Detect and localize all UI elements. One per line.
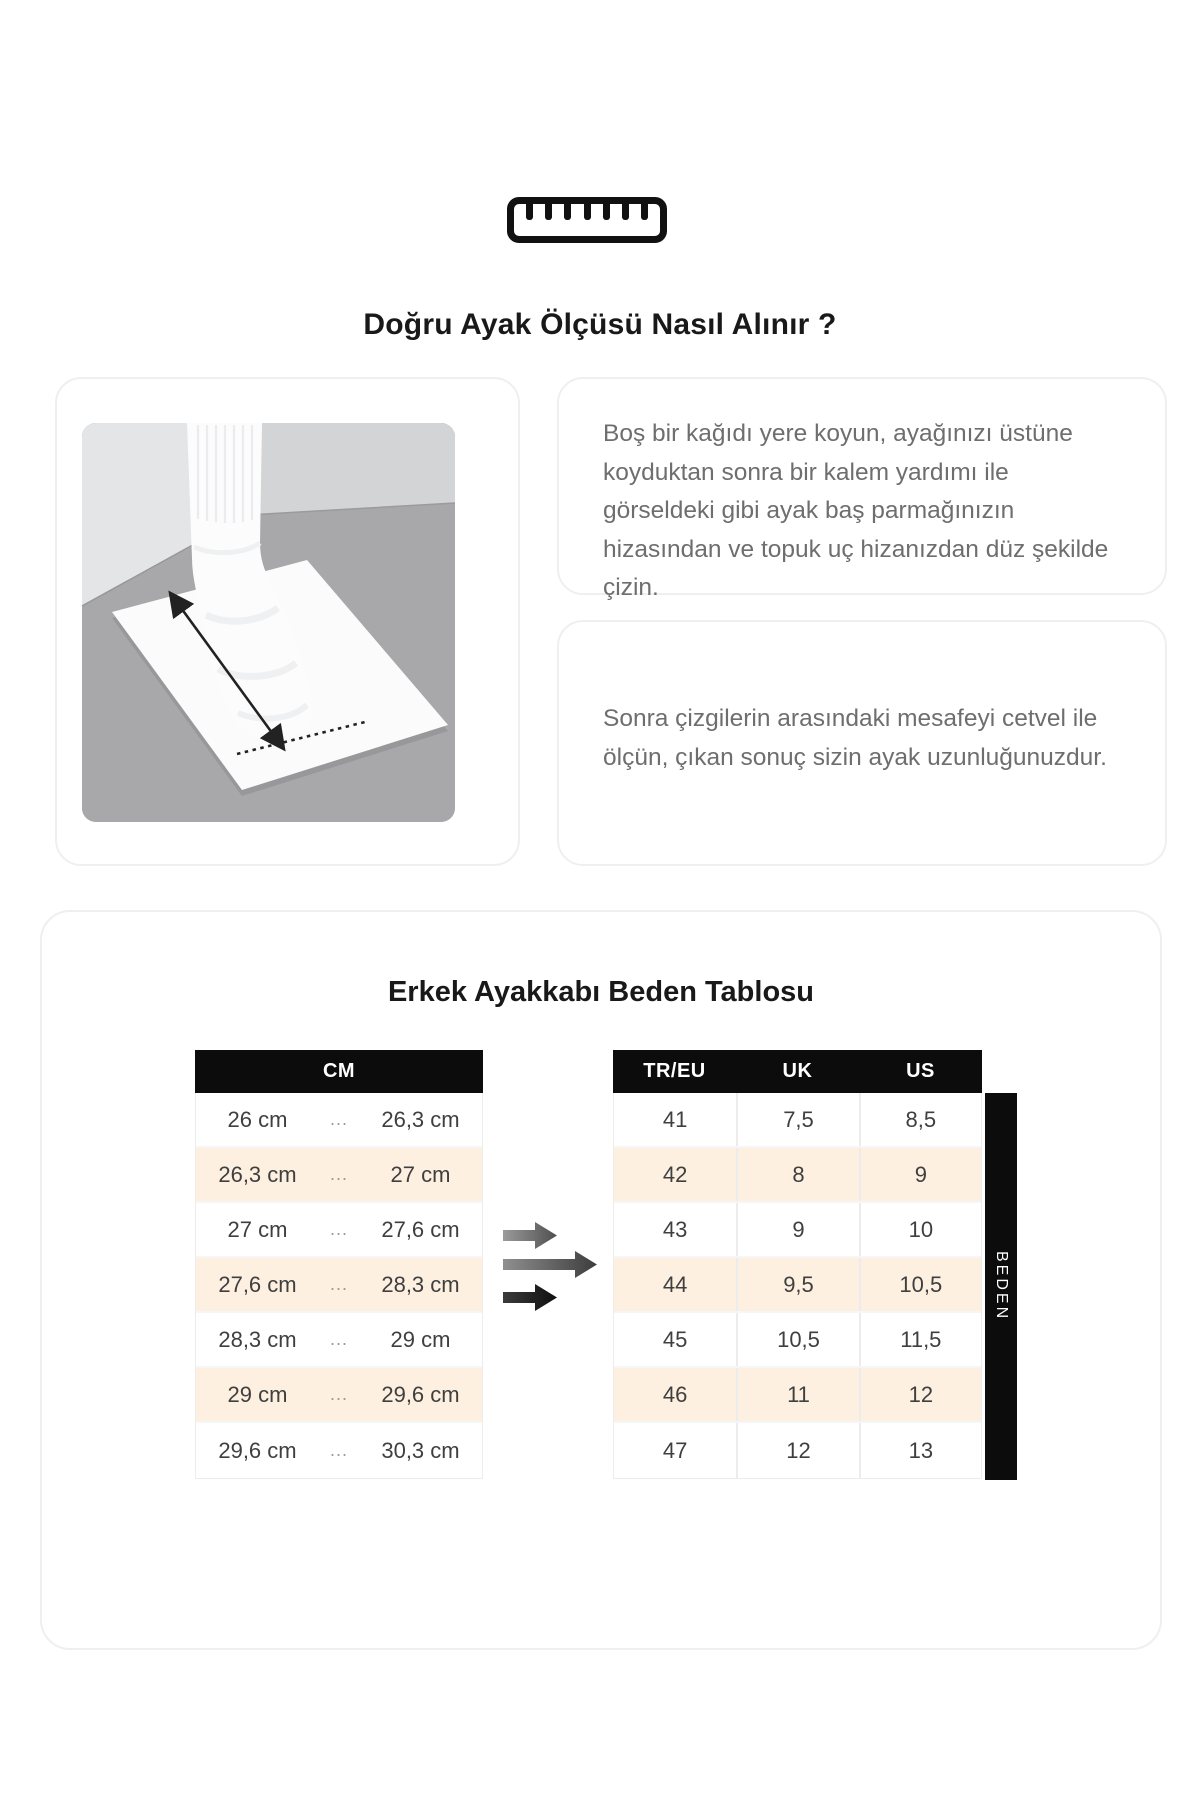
size-table-row xyxy=(614,1148,981,1203)
cm-to: 26,3 cm xyxy=(381,1106,460,1132)
cm-to: 29,6 cm xyxy=(381,1381,460,1407)
cm-to: 30,3 cm xyxy=(381,1437,460,1463)
cm-table-row xyxy=(196,1368,482,1423)
size-uk: 8 xyxy=(736,1148,858,1201)
size-table-row xyxy=(614,1093,981,1148)
cm-to: 27 cm xyxy=(390,1161,451,1187)
wall-right xyxy=(247,423,455,515)
cm-to: 28,3 cm xyxy=(381,1271,460,1297)
page-title: Doğru Ayak Ölçüsü Nasıl Alınır ? xyxy=(363,308,837,342)
cm-table-row xyxy=(196,1203,482,1258)
size-table-body xyxy=(613,1093,982,1479)
cm-from: 29 cm xyxy=(227,1381,288,1407)
cm-from: 28,3 cm xyxy=(218,1326,297,1352)
size-us: 9 xyxy=(859,1148,981,1201)
instruction-text-1: Boş bir kağıdı yere koyun, ayağınızı üstüne koyduktan sonra bir kalem yardımı ile görseldeki gibi ayak baş parmağınızın hizasından ve topuk uç hizanızdan düz şekilde çizin. xyxy=(603,420,1109,601)
range-separator: ... xyxy=(329,1164,348,1184)
size-chart-title: Erkek Ayakkabı Beden Tablosu xyxy=(387,976,815,1009)
cm-table-row xyxy=(196,1423,482,1478)
cm-from: 26 cm xyxy=(227,1106,288,1132)
cm-table-row xyxy=(196,1148,482,1203)
size-us: 12 xyxy=(859,1368,981,1421)
size-us: 10,5 xyxy=(859,1258,981,1311)
cm-table-row xyxy=(196,1258,482,1313)
size-table-header-cell: TR/EU xyxy=(643,1060,706,1082)
size-table-header-cell: US xyxy=(906,1060,935,1082)
sock-ribbing xyxy=(198,425,252,523)
size-table-header xyxy=(613,1050,982,1093)
cm-table xyxy=(195,1050,483,1479)
size-table-row xyxy=(614,1203,981,1258)
cm-table-body xyxy=(195,1093,483,1479)
range-separator: ... xyxy=(329,1384,348,1404)
range-separator: ... xyxy=(329,1440,348,1460)
cm-from: 26,3 cm xyxy=(218,1161,297,1187)
cm-from: 29,6 cm xyxy=(218,1437,297,1463)
size-table-row xyxy=(614,1368,981,1423)
size-uk: 9 xyxy=(736,1203,858,1256)
size-tr-eu: 46 xyxy=(662,1381,688,1407)
cm-from: 27,6 cm xyxy=(218,1271,297,1297)
range-separator: ... xyxy=(329,1274,348,1294)
cm-to: 29 cm xyxy=(390,1326,451,1352)
cm-to: 27,6 cm xyxy=(381,1216,460,1242)
cm-header-label: CM xyxy=(322,1060,356,1082)
size-tr-eu: 47 xyxy=(662,1437,688,1463)
size-tr-eu: 45 xyxy=(662,1326,688,1352)
size-tr-eu: 44 xyxy=(662,1271,688,1297)
cm-table-row xyxy=(196,1093,482,1148)
size-uk: 9,5 xyxy=(736,1258,858,1311)
foot-measurement-illustration xyxy=(82,423,455,822)
size-us: 8,5 xyxy=(859,1093,981,1146)
instruction-text-2: Sonra çizgilerin arasındaki mesafeyi cetvel ile ölçün, çıkan sonuç sizin ayak uzunluğunuzdur. xyxy=(603,705,1107,771)
size-table-header-cell: UK xyxy=(782,1060,813,1082)
size-us: 10 xyxy=(859,1203,981,1256)
beden-label: BEDEN xyxy=(993,1251,1010,1322)
range-separator: ... xyxy=(329,1109,348,1129)
size-table xyxy=(613,1050,982,1479)
conversion-arrows-icon xyxy=(498,1216,602,1316)
beden-side-bar xyxy=(985,1093,1017,1480)
measurement-photo-card xyxy=(55,377,520,866)
cm-from: 27 cm xyxy=(227,1216,288,1242)
size-uk: 10,5 xyxy=(736,1313,858,1366)
size-uk: 11 xyxy=(736,1368,858,1421)
size-us: 11,5 xyxy=(859,1313,981,1366)
size-table-row xyxy=(614,1423,981,1478)
size-uk: 12 xyxy=(736,1423,858,1478)
instruction-card-1 xyxy=(557,377,1167,601)
range-separator: ... xyxy=(329,1219,348,1239)
size-tr-eu: 43 xyxy=(662,1216,688,1242)
cm-table-row xyxy=(196,1313,482,1368)
size-table-row xyxy=(614,1313,981,1368)
instruction-card-2 xyxy=(557,620,1167,866)
size-tr-eu: 42 xyxy=(662,1161,688,1187)
size-uk: 7,5 xyxy=(736,1093,858,1146)
size-table-row xyxy=(614,1258,981,1313)
foot-measurement-photo xyxy=(82,423,455,822)
size-us: 13 xyxy=(859,1423,981,1478)
range-separator: ... xyxy=(329,1329,348,1349)
ruler-icon xyxy=(507,197,667,243)
size-tr-eu: 41 xyxy=(662,1106,688,1132)
cm-table-header xyxy=(195,1050,483,1093)
